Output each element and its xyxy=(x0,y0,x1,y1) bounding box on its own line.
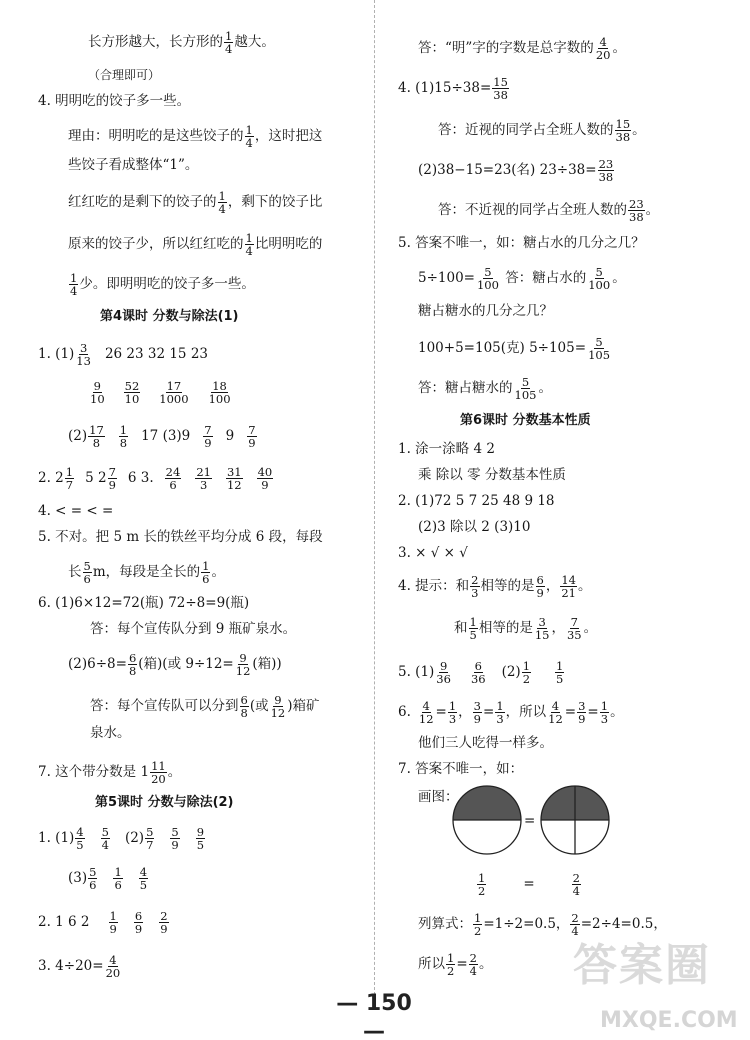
fraction: $\frac{1}{7}$ xyxy=(65,465,74,493)
text-line: 6. (1)6×12=72(瓶) 72÷8=9(瓶) xyxy=(38,595,250,611)
fraction: $\frac{1}{2}$ xyxy=(447,951,455,979)
fraction: $\frac{1}{4}$ xyxy=(218,189,226,217)
fraction: $\frac{2}{4}$ xyxy=(572,871,580,899)
text-line: 答：“明”字的字数是总字数的 $\frac{4}{20}$ 。 xyxy=(418,35,626,63)
fraction: $\frac{7}{35}$ xyxy=(566,615,582,643)
text-line: 1. (1) $\frac{3}{13}$ 26 23 32 15 23 xyxy=(38,341,208,369)
text-line: (3) $\frac{5}{6}$ $\frac{1}{6}$ $\frac{4}{5}$ xyxy=(68,865,148,893)
fraction: $\frac{3}{15}$ xyxy=(534,615,550,643)
fraction: $\frac{1}{4}$ xyxy=(70,271,78,299)
fraction: $\frac{1}{6}$ xyxy=(202,559,210,587)
fraction: $\frac{1}{5}$ xyxy=(556,659,564,687)
text-line: 7. 这个带分数是 1 $\frac{11}{20}$ 。 xyxy=(38,759,182,787)
text-line: (2)3 除以 2 (3)10 xyxy=(418,519,531,535)
text-line: $\frac{1}{4}$ 少。即明明吃的饺子多一些。 xyxy=(70,271,255,299)
equals-sign: = xyxy=(524,813,536,829)
text-line: 1. 涂一涂略 4 2 xyxy=(398,441,495,457)
fraction: $\frac{2}{4}$ xyxy=(469,951,477,979)
fraction: $\frac{9}{12}$ xyxy=(235,651,251,679)
fraction: $\frac{1}{2}$ xyxy=(478,871,486,899)
text-line: (2)6÷8= $\frac{6}{8}$ (箱)(或 9÷12= $\frac{9}{12}$ (箱)) xyxy=(68,651,282,679)
text-line: 答：每个宣传队可以分到 $\frac{6}{8}$ (或 $\frac{9}{12}$ )箱矿 xyxy=(90,693,320,721)
watermark-logo: 答案圈 xyxy=(573,940,711,991)
fraction: $\frac{2}{3}$ xyxy=(471,573,479,601)
fraction: $\frac{23}{38}$ xyxy=(598,157,614,185)
text-line: 2. 2 $\frac{1}{7}$ 5 2 $\frac{7}{9}$ 6 3. $\frac{24}{6}$ $\frac{21}{3}$ $\frac{31}{12}$ $\frac{40}{9}$ xyxy=(38,465,273,493)
fraction: $\frac{11}{20}$ xyxy=(151,759,166,787)
fraction: $\frac{17}{8}$ xyxy=(89,423,104,451)
fraction: $\frac{4}{12}$ xyxy=(418,699,434,727)
fraction: $\frac{1}{5}$ xyxy=(469,615,477,643)
text-line: 100+5=105(克) 5÷105= $\frac{5}{105}$ xyxy=(418,335,611,363)
fraction: $\frac{6}{8}$ xyxy=(128,651,137,679)
answer-4: 4. 明明吃的饺子多一些。 xyxy=(38,93,191,109)
lesson-5-heading: 第5课时 分数与除法(2) xyxy=(95,795,234,810)
fraction: $\frac{15}{38}$ xyxy=(615,117,631,145)
text-line: 糖占糖水的几分之几？ xyxy=(418,303,553,319)
fraction: $\frac{21}{3}$ xyxy=(196,465,211,493)
fraction: $\frac{1}{4}$ xyxy=(245,123,253,151)
text-line: (2) $\frac{17}{8}$ $\frac{1}{8}$ 17 (3)9 $\frac{7}{9}$ 9 $\frac{7}{9}$ xyxy=(68,423,256,451)
fraction: $\frac{6}{9}$ xyxy=(134,909,143,937)
text-line: 2. (1)72 5 7 25 48 9 18 xyxy=(398,493,555,509)
fraction: $\frac{18}{100}$ xyxy=(208,379,231,407)
fraction: $\frac{1}{8}$ xyxy=(119,423,128,451)
text-line: 答：糖占糖水的 $\frac{5}{105}$ 。 xyxy=(418,375,552,403)
column-divider xyxy=(374,0,375,1000)
fraction: $\frac{9}{36}$ xyxy=(436,659,451,687)
lesson-4-heading: 第4课时 分数与除法(1) xyxy=(100,309,239,324)
text-line: $\frac{1}{2}$ = $\frac{2}{4}$ xyxy=(478,871,580,899)
fraction: $\frac{5}{4}$ xyxy=(101,825,109,853)
text-line: 他们三人吃得一样多。 xyxy=(418,735,553,751)
text-line: 和 $\frac{1}{5}$ 相等的是 $\frac{3}{15}$ ， $\frac{7}{35}$ 。 xyxy=(454,615,598,643)
fraction: $\frac{1}{2}$ xyxy=(522,659,531,687)
watermark-site: MXQE.COM xyxy=(600,1008,738,1033)
fraction: $\frac{14}{21}$ xyxy=(561,573,576,601)
text-line: (2)38−15=23(名) 23÷38= $\frac{23}{38}$ xyxy=(418,157,614,185)
text-line: 长方形越大，长方形的 $\frac{1}{4}$ 越大。 xyxy=(88,29,275,57)
text-line: 答：不近视的同学占全班人数的 $\frac{23}{38}$ 。 xyxy=(438,197,660,225)
note: （合理即可） xyxy=(88,68,161,82)
fraction: $\frac{5}{100}$ xyxy=(588,265,611,293)
text-line: 答：近视的同学占全班人数的 $\frac{15}{38}$ 。 xyxy=(438,117,646,145)
text-line: 所以 $\frac{1}{2}$ = $\frac{2}{4}$ 。 xyxy=(418,951,493,979)
text-line: 4. (1)15÷38= $\frac{15}{38}$ xyxy=(398,75,508,103)
fraction: $\frac{40}{9}$ xyxy=(257,465,273,493)
fraction: $\frac{24}{6}$ xyxy=(165,465,181,493)
text-line: 些饺子看成整体“1”。 xyxy=(68,157,199,173)
fraction: $\frac{2}{9}$ xyxy=(160,909,168,937)
text-line: 泉水。 xyxy=(90,725,131,741)
text-line: 3. 4÷20= $\frac{4}{20}$ xyxy=(38,953,121,981)
text-line: 5. 不对。把 5 m 长的铁丝平均分成 6 段，每段 xyxy=(38,529,323,545)
fraction: $\frac{2}{4}$ xyxy=(571,911,579,939)
fraction: $\frac{7}{9}$ xyxy=(248,423,256,451)
fraction: $\frac{4}{12}$ xyxy=(548,699,563,727)
lesson-6-heading: 第6课时 分数基本性质 xyxy=(460,413,591,428)
fraction: $\frac{4}{5}$ xyxy=(139,865,148,893)
fraction: $\frac{3}{9}$ xyxy=(473,699,481,727)
fraction: $\frac{4}{20}$ xyxy=(105,953,121,981)
text-line: 7. 答案不唯一，如： xyxy=(398,761,524,777)
fraction: $\frac{1}{4}$ xyxy=(245,231,253,259)
fraction: $\frac{15}{38}$ xyxy=(493,75,508,103)
fraction: $\frac{5}{100}$ xyxy=(476,265,499,293)
text-line: 长 $\frac{5}{6}$ m，每段是全长的 $\frac{1}{6}$ 。 xyxy=(68,559,225,587)
text-line xyxy=(88,380,233,405)
fraction: $\frac{9}{5}$ xyxy=(196,825,205,853)
fraction: $\frac{1}{6}$ xyxy=(114,865,122,893)
fraction: $\frac{5}{105}$ xyxy=(588,335,611,363)
fraction: $\frac{1}{2}$ xyxy=(474,911,482,939)
fraction: $\frac{7}{9}$ xyxy=(108,465,116,493)
half-circle-shaded xyxy=(453,786,521,820)
text-line: 4. 提示：和 $\frac{2}{3}$ 相等的是 $\frac{6}{9}$ ， $\frac{14}{21}$ 。 xyxy=(398,573,592,601)
page-number: — 150 — xyxy=(336,991,412,1040)
text-line: 乘 除以 零 分数基本性质 xyxy=(418,467,566,483)
fraction: $\frac{6}{9}$ xyxy=(536,573,544,601)
text-line: 5. 答案不唯一，如：糖占水的几分之几？ xyxy=(398,235,645,251)
fraction: $\frac{5}{9}$ xyxy=(171,825,179,853)
text-line: 原来的饺子少，所以红红吃的 $\frac{1}{4}$ 比明明吃的 xyxy=(68,231,323,259)
fraction: $\frac{23}{38}$ xyxy=(629,197,644,225)
text-line: 1. (1) $\frac{4}{5}$ $\frac{5}{4}$ (2) $\frac{5}{7}$ $\frac{5}{9}$ $\frac{9}{5}$ xyxy=(38,825,205,853)
fraction: $\frac{4}{5}$ xyxy=(76,825,84,853)
text-line: 列算式： $\frac{1}{2}$ =1÷2=0.5， $\frac{2}{4}$ =2÷4=0.5， xyxy=(418,911,667,939)
text-line: 6. $\frac{4}{12}$ = $\frac{1}{3}$ ， $\frac{3}{9}$ = $\frac{1}{3}$ ，所以 $\frac{4}{12}$ = $\frac{3}{9}$ = $\frac{1}{3}$ 。 xyxy=(398,699,624,727)
fraction: $\frac{9}{12}$ xyxy=(270,693,286,721)
fraction: $\frac{17}{1000}$ xyxy=(159,379,189,407)
fraction: $\frac{31}{12}$ xyxy=(226,465,242,493)
fraction: $\frac{1}{3}$ xyxy=(448,699,457,727)
fraction: $\frac{5}{6}$ xyxy=(89,865,97,893)
fraction: $\frac{5}{6}$ xyxy=(83,559,91,587)
fraction: $\frac{6}{36}$ xyxy=(470,659,486,687)
text-line: 理由：明明吃的是这些饺子的 $\frac{1}{4}$ ，这时把这 xyxy=(68,123,323,151)
text-line: 5. (1) $\frac{9}{36}$ $\frac{6}{36}$ (2) $\frac{1}{2}$ $\frac{1}{5}$ xyxy=(398,659,564,687)
fraction: $\frac{1}{3}$ xyxy=(496,699,504,727)
fraction: $\frac{3}{13}$ xyxy=(76,341,91,369)
fraction: $\frac{1}{3}$ xyxy=(600,699,609,727)
fraction: $\frac{5}{7}$ xyxy=(146,825,154,853)
fraction: $\frac{7}{9}$ xyxy=(204,423,212,451)
text-line: 5÷100= $\frac{5}{100}$ 答：糖占水的 $\frac{5}{100}$ 。 xyxy=(418,265,626,293)
text-line: 2. 1 6 2 $\frac{1}{9}$ $\frac{6}{9}$ $\frac{2}{9}$ xyxy=(38,909,168,937)
fraction: $\frac{1}{9}$ xyxy=(109,909,117,937)
fraction: $\frac{9}{10}$ xyxy=(90,379,105,407)
fraction: $\frac{6}{8}$ xyxy=(240,693,248,721)
text-line: 画图： xyxy=(418,789,459,805)
text-line: 3. × √ × √ xyxy=(398,545,468,561)
text-line: 红红吃的是剩下的饺子的 $\frac{1}{4}$ ，剩下的饺子比 xyxy=(68,189,323,217)
fraction: $\frac{5}{105}$ xyxy=(514,375,537,403)
fraction: $\frac{1}{4}$ xyxy=(225,29,233,57)
fraction: $\frac{4}{20}$ xyxy=(595,35,611,63)
fraction: $\frac{3}{9}$ xyxy=(578,699,586,727)
text-line: 4. < = < = xyxy=(38,503,114,519)
text-line: 答：每个宣传队分到 9 瓶矿泉水。 xyxy=(90,621,297,637)
fraction: $\frac{52}{10}$ xyxy=(124,379,140,407)
